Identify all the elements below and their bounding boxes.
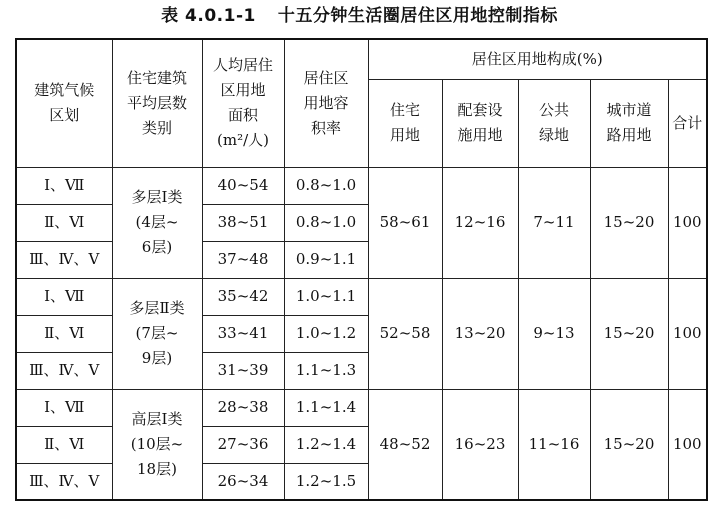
header-facility: 配套设 施用地	[442, 79, 518, 167]
table-title	[0, 2, 719, 30]
header-residential: 住宅 用地	[368, 79, 442, 167]
far-cell: 0.8~1.0	[284, 167, 368, 204]
facility-cell: 13~20	[442, 278, 518, 389]
climate-zone-cell: Ⅲ、Ⅳ、Ⅴ	[16, 463, 112, 500]
land-area-cell: 31~39	[202, 352, 284, 389]
residential-cell: 58~61	[368, 167, 442, 278]
far-cell: 1.2~1.4	[284, 426, 368, 463]
road-cell: 15~20	[590, 167, 668, 278]
residential-cell: 48~52	[368, 389, 442, 500]
table-caption: 十五分钟生活圈居住区用地控制指标	[277, 6, 558, 26]
table-row	[16, 167, 707, 204]
land-area-cell: 33~41	[202, 315, 284, 352]
header-building-type: 住宅建筑 平均层数 类别	[112, 39, 202, 167]
land-area-cell: 38~51	[202, 204, 284, 241]
land-area-cell: 26~34	[202, 463, 284, 500]
header-road: 城市道 路用地	[590, 79, 668, 167]
far-cell: 0.9~1.1	[284, 241, 368, 278]
climate-zone-cell: Ⅱ、Ⅵ	[16, 426, 112, 463]
header-green: 公共 绿地	[518, 79, 590, 167]
climate-zone-cell: Ⅰ、Ⅶ	[16, 389, 112, 426]
green-cell: 11~16	[518, 389, 590, 500]
far-cell: 1.1~1.3	[284, 352, 368, 389]
facility-cell: 16~23	[442, 389, 518, 500]
far-cell: 1.1~1.4	[284, 389, 368, 426]
header-row-1	[16, 39, 707, 79]
total-cell: 100	[668, 167, 707, 278]
far-cell: 1.2~1.5	[284, 463, 368, 500]
climate-zone-cell: Ⅱ、Ⅵ	[16, 204, 112, 241]
green-cell: 7~11	[518, 167, 590, 278]
table-row	[16, 278, 707, 315]
far-cell: 1.0~1.1	[284, 278, 368, 315]
climate-zone-cell: Ⅱ、Ⅵ	[16, 315, 112, 352]
header-climate-zone: 建筑气候 区划	[16, 39, 112, 167]
header-land-per-person: 人均居住 区用地 面积 (m²/人)	[202, 39, 284, 167]
land-area-cell: 35~42	[202, 278, 284, 315]
header-composition: 居住区用地构成(%)	[368, 39, 707, 79]
building-type-cell: 多层Ⅰ类 (4层~ 6层)	[112, 167, 202, 278]
road-cell: 15~20	[590, 389, 668, 500]
residential-cell: 52~58	[368, 278, 442, 389]
far-cell: 1.0~1.2	[284, 315, 368, 352]
land-area-cell: 40~54	[202, 167, 284, 204]
road-cell: 15~20	[590, 278, 668, 389]
building-type-cell: 多层Ⅱ类 (7层~ 9层)	[112, 278, 202, 389]
header-total: 合计	[668, 79, 707, 167]
land-area-cell: 28~38	[202, 389, 284, 426]
climate-zone-cell: Ⅲ、Ⅳ、Ⅴ	[16, 241, 112, 278]
table-number: 表 4.0.1-1	[161, 6, 256, 26]
total-cell: 100	[668, 389, 707, 500]
climate-zone-cell: Ⅲ、Ⅳ、Ⅴ	[16, 352, 112, 389]
total-cell: 100	[668, 278, 707, 389]
building-type-cell: 高层Ⅰ类 (10层~ 18层)	[112, 389, 202, 500]
land-area-cell: 27~36	[202, 426, 284, 463]
green-cell: 9~13	[518, 278, 590, 389]
header-far: 居住区 用地容 积率	[284, 39, 368, 167]
climate-zone-cell: Ⅰ、Ⅶ	[16, 167, 112, 204]
land-control-table	[15, 38, 708, 501]
climate-zone-cell: Ⅰ、Ⅶ	[16, 278, 112, 315]
facility-cell: 12~16	[442, 167, 518, 278]
land-area-cell: 37~48	[202, 241, 284, 278]
table-row	[16, 389, 707, 426]
far-cell: 0.8~1.0	[284, 204, 368, 241]
